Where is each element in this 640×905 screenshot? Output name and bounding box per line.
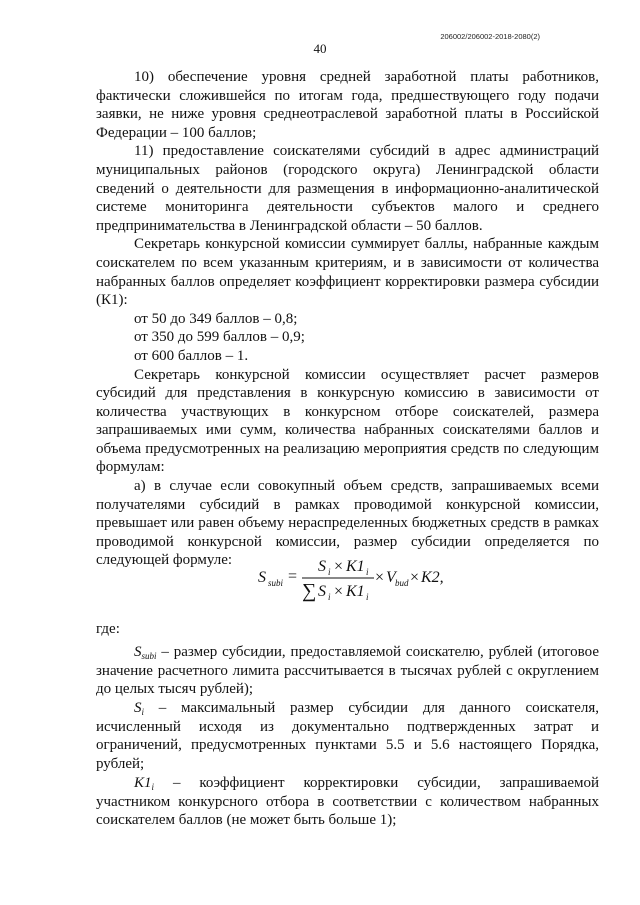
formula-equals: = <box>288 568 298 585</box>
definition-text: – коэффициент корректировки субсидии, запрашиваемой участником конкурсного отбора в соответствии с количеством набранных соискателем баллов (не может быть больше 1); <box>96 775 599 829</box>
definition-text: – максимальный размер субсидии для данного соискателя, исчисленный исходя из документально подтвержденных затрат и ограничений, предусмотренных пунктами 5.5 и 5.6 настоящего Порядка, рублей; <box>96 700 599 773</box>
range-item-3: от 600 баллов – 1. <box>134 347 249 364</box>
formula-den-times: × <box>334 583 344 600</box>
definition-k1i <box>96 774 599 830</box>
definition-symbol: S <box>134 700 142 717</box>
formula-num-k1: K1 <box>346 558 365 575</box>
definition-si <box>96 699 599 773</box>
formula-sum-sign: ∑ <box>302 580 317 602</box>
paragraph-secretary-calc: Секретарь конкурсной комиссии осуществляет расчет размеров субсидий для представления в конкурсную комиссию в зависимости от количества участвующих в конкурсном отборе соискателей, размера запрашиваемых ими сумм, количества набранных соискателями баллов и объема предусмотренных на реализацию мероприятия средств по следующим формулам: <box>96 366 599 476</box>
formula-times-k2: × <box>410 569 420 586</box>
formula-lhs-sub: subi <box>268 578 284 588</box>
formula-vbud-sub: bud <box>395 578 409 588</box>
definition-symbol: K1 <box>134 775 152 792</box>
where-label: где: <box>96 621 120 637</box>
formula-num-s-sub: i <box>328 567 331 577</box>
formula-lhs: S <box>258 569 266 586</box>
formula-num-s: S <box>318 558 326 575</box>
formula-den-s: S <box>318 583 326 600</box>
definition-symbol-sub: i <box>151 782 155 793</box>
formula-den-s-sub: i <box>328 592 331 602</box>
subsidy-formula <box>258 551 448 607</box>
definition-text: – размер субсидии, предоставляемой соискателю, рублей (итоговое значение расчетного лимита рассчитывается в тысячах рублей с округлением до целых тысяч рублей); <box>96 644 599 698</box>
formula-num-k1-sub: i <box>366 567 369 577</box>
paragraph-secretary-sum: Секретарь конкурсной комиссии суммирует баллы, набранные каждым соискателем по всем указанным критериям, и в зависимости от количества набранных баллов определяет коэффициент корректировки размера субсидии (К1): <box>96 236 599 309</box>
paragraph-item-11: 11) предоставление соискателями субсидий в адрес администраций муниципальных районов (городского округа) Ленинградской области сведений о деятельности для размещения в информационно-аналитической системе мониторинга деятельности субъектов малого и среднего предпринимательства в Ленинградской области – 50 баллов. <box>96 143 599 234</box>
paragraph-case-a: а) в случае если совокупный объем средств, запрашиваемых всеми получателями субсидий в рамках проводимой конкурсной комиссии, превышает или равен объему нераспределенных бюджетных средств в рамках проводимой конкурсной комиссии, размер субсидии определяется по следующей формуле: <box>96 478 599 569</box>
document-code: 206002/206002-2018-2080(2) <box>440 32 540 41</box>
formula-num-times: × <box>334 558 344 575</box>
range-item-2: от 350 до 599 баллов – 0,9; <box>134 329 305 346</box>
formula-vbud: V <box>386 569 396 586</box>
formula-k2: K2, <box>421 569 444 586</box>
definitions-list <box>96 643 599 830</box>
formula-den-k1: K1 <box>346 583 365 600</box>
formula-den-k1-sub: i <box>366 592 369 602</box>
definition-ssubi <box>96 643 599 699</box>
definition-symbol-sub: subi <box>141 651 157 661</box>
main-text <box>96 68 599 570</box>
range-item-1: от 50 до 349 баллов – 0,8; <box>134 310 298 327</box>
page-number: 40 <box>313 41 327 56</box>
paragraph-item-10: 10) обеспечение уровня средней заработной платы работников, фактически сложившейся по итогам года, предшествующего году подачи заявки, не ниже уровня среднеотраслевой заработной платы в Российской Федерации – 100 баллов; <box>96 69 599 141</box>
formula-times-v: × <box>375 569 385 586</box>
definition-symbol: S <box>134 644 142 660</box>
definition-symbol-sub: i <box>141 707 145 718</box>
